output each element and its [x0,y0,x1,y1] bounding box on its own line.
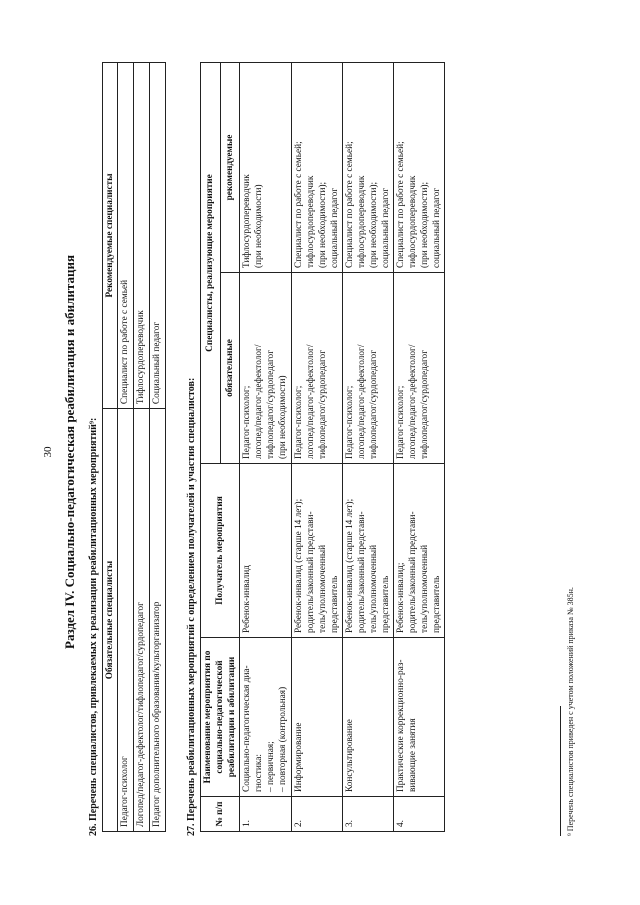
recommended-header: рекомендуемые [220,63,240,273]
mandatory-cell [342,273,393,464]
table-row [394,63,445,832]
table-row [240,63,291,832]
recipient-header: Получатель мероприятия [201,464,240,638]
mandatory-line: тифлопедагог/сурдопедагог [369,349,380,459]
recipient-line: родитель/законный представи- [356,511,367,633]
recommended-line: (при необходимости); [369,181,380,268]
mandatory-line: логопед/педагог-дефектолог/ [408,344,419,459]
name-line: гностика: [254,754,265,792]
recommended-line: (при необходимости) [254,184,265,268]
specialists-header: Специалисты, реализующие мероприятие [201,63,221,464]
mandatory-specialists-header: Обязательные специалисты [103,409,118,832]
recommended-line: Специалист по работе с семьей; [293,141,304,268]
recipient-cell [240,464,291,638]
recipient-line: представитель [381,575,392,633]
recommended-line: социальный педагог [432,187,443,268]
recommended-specialist: Социальный педагог [150,63,166,409]
mandatory-line: (при необходимости) [278,375,289,459]
recommended-cell [291,63,342,273]
specialists-table [102,62,166,832]
num-header: № п/п [201,797,240,832]
mandatory-header: обязательные [220,273,240,464]
row-number: 3. [342,797,393,832]
row-number: 1. [240,797,291,832]
recommended-cell [394,63,445,273]
measures-table-body [240,63,445,832]
section-title: Раздел IV. Социально-педагогическая реабилитация и абилитация [62,255,77,649]
row-number: 2. [291,797,342,832]
name-header: Наименование мероприятия по социально-педагогической реабилитации и абилитации [201,638,240,797]
name-cell [240,638,291,797]
measures-table [200,62,445,832]
table-row [118,63,134,832]
recipient-line: тель/уполномоченный [369,544,380,633]
mandatory-cell [291,273,342,464]
name-cell [291,638,342,797]
recommended-cell [342,63,393,273]
recipient-line: Ребенок-инвалид (старше 14 лет); [344,498,355,633]
mandatory-line: Педагог-психолог; [242,385,253,459]
recipient-line: представитель [329,575,340,633]
recommended-line: Специалист по работе с семьей; [396,141,407,268]
recommended-cell [240,63,291,273]
name-line: Консультирование [344,719,355,792]
recipient-cell [342,464,393,638]
recommended-line: социальный педагог [381,187,392,268]
recommended-line: тифлосурдопереводчик [408,175,419,268]
mandatory-line: логопед/педагог-дефектолог/ [356,344,367,459]
recommended-line: Специалист по работе с семьей; [344,141,355,268]
document-page [40,52,600,852]
mandatory-specialist: Педагог-психолог [118,409,134,832]
name-cell [342,638,393,797]
recommended-line: (при необходимости); [317,181,328,268]
name-line: – первичная; [266,741,277,792]
recipient-line: тель/уполномоченный [420,544,431,633]
recommended-specialist: Специалист по работе с семьей [118,63,134,409]
row-number: 4. [394,797,445,832]
mandatory-cell [240,273,291,464]
recommended-line: тифлосурдопереводчик [305,175,316,268]
mandatory-line: Педагог-психолог; [396,385,407,459]
recommended-specialists-header: Рекомендуемые специалисты [103,63,118,409]
recommended-line: тифлосурдопереводчик [356,175,367,268]
recipient-cell [291,464,342,638]
recommended-line: Тифлосурдопереводчик [242,174,253,268]
mandatory-line: тифлопедагог/сурдопедагог [317,349,328,459]
section-26-heading: 26. Перечень специалистов, привлекаемых к реализации реабилитационных мероприятий⁹: [88,417,99,836]
recipient-line: тель/уполномоченный [317,544,328,633]
recipient-line: Ребенок-инвалид [242,565,253,633]
mandatory-line: логопед/педагог-дефектолог/ [305,344,316,459]
mandatory-line: Педагог-психолог; [293,385,304,459]
table-row [134,63,150,832]
name-line: Практические коррекционно-раз- [396,659,407,792]
mandatory-line: логопед/педагог-дефектолог/ [254,344,265,459]
rotated-page [40,52,600,852]
name-line: Информирование [293,722,304,792]
recipient-line: Ребенок-инвалид; [396,562,407,633]
recipient-line: родитель/законный представи- [408,511,419,633]
mandatory-specialist: Логопед/педагог-дефектолог/тифлопедагог/сурдопедагог [134,409,150,832]
page-number: 30 [42,446,54,458]
recommended-line: социальный педагог [329,187,340,268]
table-row [342,63,393,832]
mandatory-line: Педагог-психолог; [344,385,355,459]
name-cell [394,638,445,797]
name-line: Социально-педагогическая диа- [242,665,253,792]
recommended-line: (при необходимости); [420,181,431,268]
table-row [291,63,342,832]
footnote: ⁹ Перечень специалистов приведен с учетом положений приказа № 385н. [566,587,575,836]
footnote-divider [560,706,561,836]
mandatory-specialist: Педагог дополнительного образования/культорганизатор [150,409,166,832]
section-27-heading: 27. Перечень реабилитационных мероприятий с определением получателей и участия специалистов: [186,377,197,836]
mandatory-line: тифлопедагог/сурдопедагог [420,349,431,459]
table-row [150,63,166,832]
recommended-specialist: Тифлосурдопереводчик [134,63,150,409]
recipient-line: родитель/законный представи- [305,511,316,633]
recipient-line: представитель [432,575,443,633]
name-line: вивающие занятия [408,718,419,792]
mandatory-cell [394,273,445,464]
mandatory-line: тифлопедагог/сурдопедагог [266,349,277,459]
recipient-cell [394,464,445,638]
recipient-line: Ребенок-инвалид (старше 14 лет); [293,498,304,633]
name-line: – повторная (контрольная) [278,686,289,792]
